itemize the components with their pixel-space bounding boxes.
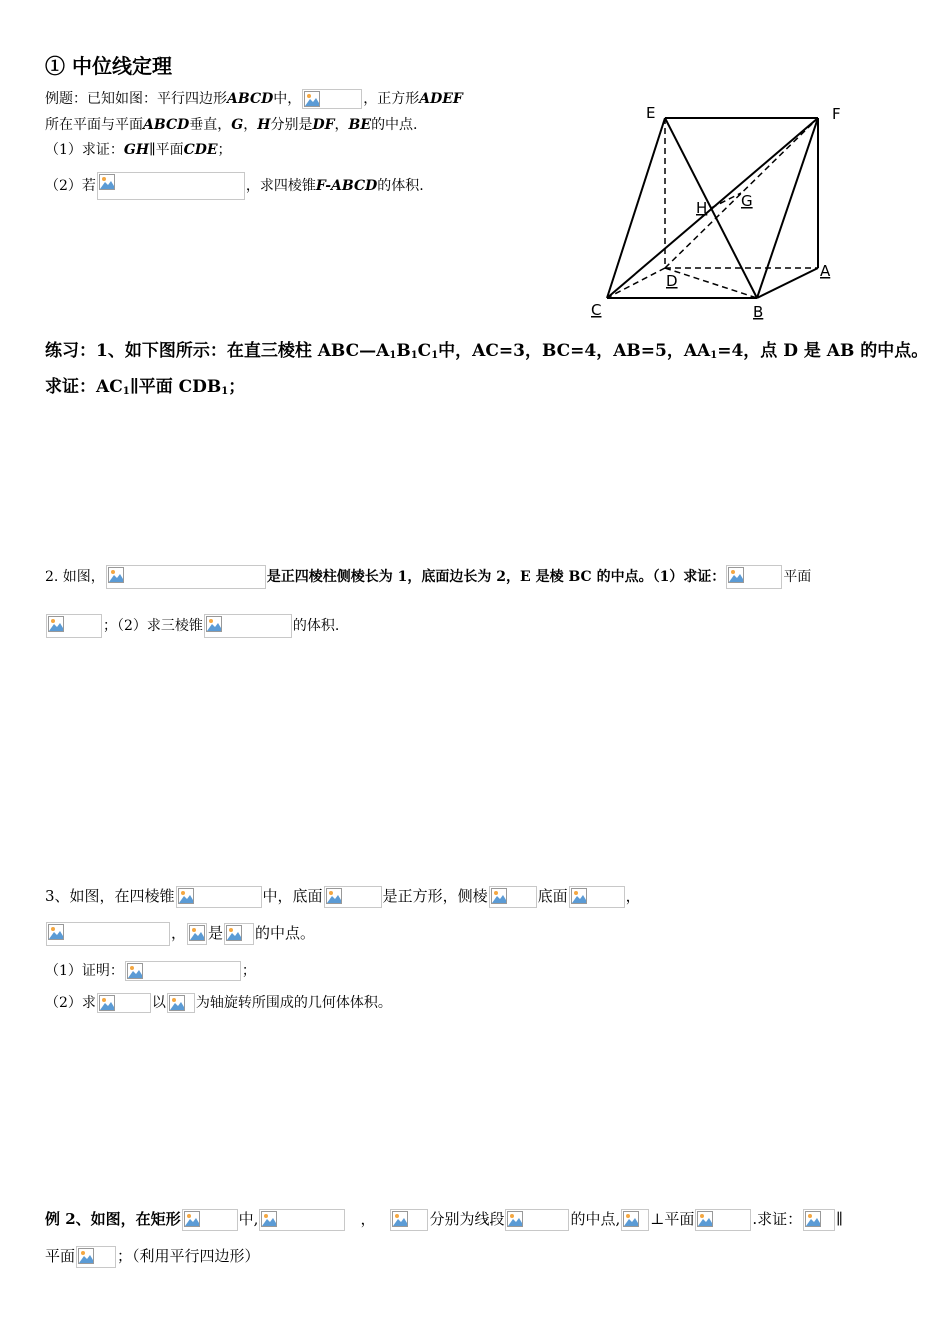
- formula-image: [76, 1246, 116, 1268]
- edge-EC: [607, 118, 665, 298]
- broken-image-icon: [491, 888, 507, 904]
- formula-image: [182, 1209, 238, 1231]
- text: ABCD: [143, 117, 190, 133]
- formula-image: [125, 961, 241, 981]
- text: （1）求证：: [45, 142, 124, 158]
- label-E: E: [646, 104, 656, 122]
- broken-image-icon: [261, 1211, 277, 1227]
- formula-image: [167, 993, 195, 1013]
- text: 所在平面与平面: [45, 117, 143, 133]
- label-F: F: [832, 105, 841, 123]
- text: 求证：AC: [45, 377, 123, 397]
- text: 3、如图，在四棱锥: [45, 887, 175, 905]
- text: 2. 如图，: [45, 569, 105, 585]
- formula-image: [106, 565, 266, 589]
- broken-image-icon: [178, 888, 194, 904]
- text: ∥平面 CDB: [129, 377, 222, 397]
- text: 是正四棱柱侧棱长为 1，底面边长为 2，E 是棱 BC 的中点。（1）求证：: [266, 569, 726, 585]
- text: 1: [221, 386, 229, 397]
- text: 1: [710, 350, 718, 361]
- text: 中,: [238, 1210, 259, 1228]
- text: .求证：: [752, 1210, 803, 1228]
- text: H: [257, 117, 271, 133]
- text: B: [396, 341, 411, 361]
- example1-line2: [45, 114, 418, 134]
- broken-image-icon: [99, 174, 115, 190]
- label-H: H: [696, 199, 708, 217]
- formula-image: [187, 923, 207, 945]
- prism-figure: [580, 100, 860, 330]
- formula-image: [803, 1209, 835, 1231]
- problem3-q1: [45, 960, 256, 981]
- formula-image: [97, 172, 245, 200]
- text: 的中点。: [255, 924, 316, 942]
- broken-image-icon: [99, 995, 115, 1011]
- text: ；: [217, 142, 232, 158]
- broken-image-icon: [48, 616, 64, 632]
- broken-image-icon: [326, 888, 342, 904]
- text: F-ABCD: [315, 178, 378, 194]
- text: 以: [151, 995, 166, 1011]
- text: ⊥平面: [650, 1210, 695, 1228]
- example2-line1: [45, 1208, 843, 1231]
- text: 的体积.: [292, 618, 340, 634]
- broken-image-icon: [805, 1211, 821, 1227]
- problem3-q2: [45, 992, 392, 1013]
- text: 1: [389, 350, 397, 361]
- text: 为轴旋转所围成的几何体体积。: [195, 995, 392, 1011]
- text: 中，底面: [262, 887, 323, 905]
- problem2-line2: [45, 614, 339, 638]
- formula-image: [324, 886, 382, 908]
- label-G: G: [741, 192, 753, 210]
- text: ，: [334, 117, 349, 133]
- text: ∥: [836, 1210, 844, 1228]
- text: 练习：1、如下图所示：在直三棱柱 ABC—A: [45, 341, 390, 361]
- broken-image-icon: [623, 1211, 639, 1227]
- broken-image-icon: [226, 925, 242, 941]
- text: 中，: [273, 91, 302, 107]
- problem3-line1: [45, 885, 641, 908]
- text: 底面: [537, 887, 568, 905]
- text: （2）求: [45, 995, 96, 1011]
- text: C: [417, 341, 432, 361]
- text: =4，点 D 是 AB 的中点。: [717, 341, 929, 361]
- formula-image: [621, 1209, 649, 1231]
- formula-image: [46, 614, 102, 638]
- problem2-line1: [45, 565, 811, 589]
- label-D: D: [666, 272, 678, 290]
- formula-image: [489, 886, 537, 908]
- text: ABCD: [227, 91, 274, 107]
- text: ADEF: [419, 91, 463, 107]
- example1-q2: [45, 172, 424, 200]
- text: 是: [208, 924, 224, 942]
- text: 分别为线段: [429, 1210, 505, 1228]
- text: ；: [241, 963, 256, 979]
- text: ，: [625, 887, 641, 905]
- broken-image-icon: [571, 888, 587, 904]
- text: ，: [171, 924, 187, 942]
- formula-image: [176, 886, 262, 908]
- broken-image-icon: [304, 91, 320, 107]
- text: 平面: [783, 569, 812, 585]
- text: 的中点,: [570, 1210, 621, 1228]
- text: ∥平面: [149, 142, 184, 158]
- label-A: A: [820, 262, 831, 280]
- formula-image: [46, 922, 170, 946]
- broken-image-icon: [127, 963, 143, 979]
- broken-image-icon: [189, 925, 205, 941]
- broken-image-icon: [48, 924, 64, 940]
- formula-image: [224, 923, 254, 945]
- text: ；（利用平行四边形）: [117, 1247, 260, 1265]
- formula-image: [505, 1209, 569, 1231]
- practice1-line2: [45, 372, 245, 397]
- formula-image: [97, 993, 151, 1013]
- text: 是正方形，侧棱: [382, 887, 488, 905]
- text: CDE: [183, 142, 218, 158]
- formula-image: [390, 1209, 428, 1231]
- example1-q1: [45, 139, 232, 159]
- broken-image-icon: [108, 567, 124, 583]
- formula-image: [204, 614, 292, 638]
- problem3-line2: [45, 922, 315, 946]
- broken-image-icon: [169, 995, 185, 1011]
- text: 平面: [45, 1247, 76, 1265]
- broken-image-icon: [206, 616, 222, 632]
- text: DF: [312, 117, 335, 133]
- practice1-line1: [45, 336, 928, 361]
- text: GH: [123, 142, 150, 158]
- broken-image-icon: [697, 1211, 713, 1227]
- example1-line1: [45, 88, 463, 109]
- section-title: ① 中位线定理: [45, 54, 172, 78]
- text: 例 2、如图，在矩形: [45, 1210, 181, 1228]
- text: 1: [431, 350, 439, 361]
- text: ；（2）求三棱锥: [103, 618, 203, 634]
- formula-image: [302, 89, 362, 109]
- text: 的中点.: [371, 117, 418, 133]
- formula-image: [695, 1209, 751, 1231]
- label-C: C: [591, 301, 602, 319]
- text: （1）证明：: [45, 963, 124, 979]
- text: ，: [360, 1210, 376, 1228]
- broken-image-icon: [78, 1248, 94, 1264]
- text: 的体积.: [377, 178, 424, 194]
- text: 1: [122, 386, 130, 397]
- text: 中，AC=3，BC=4，AB=5，AA: [438, 341, 711, 361]
- text: 1: [410, 350, 418, 361]
- text: ，: [243, 117, 258, 133]
- text: ；: [228, 377, 246, 397]
- formula-image: [569, 886, 625, 908]
- text: ，正方形: [363, 91, 420, 107]
- broken-image-icon: [728, 567, 744, 583]
- example2-line2: [45, 1245, 260, 1268]
- broken-image-icon: [392, 1211, 408, 1227]
- text: 分别是: [270, 117, 313, 133]
- broken-image-icon: [507, 1211, 523, 1227]
- text: 例题：已知如图：平行四边形: [45, 91, 227, 107]
- broken-image-icon: [184, 1211, 200, 1227]
- text: ，求四棱锥: [245, 178, 316, 194]
- formula-image: [726, 565, 782, 589]
- formula-image: [259, 1209, 345, 1231]
- text: BE: [348, 117, 372, 133]
- text: G: [231, 117, 244, 133]
- text: （2）若: [45, 178, 96, 194]
- text: 垂直，: [189, 117, 232, 133]
- label-B: B: [753, 303, 764, 321]
